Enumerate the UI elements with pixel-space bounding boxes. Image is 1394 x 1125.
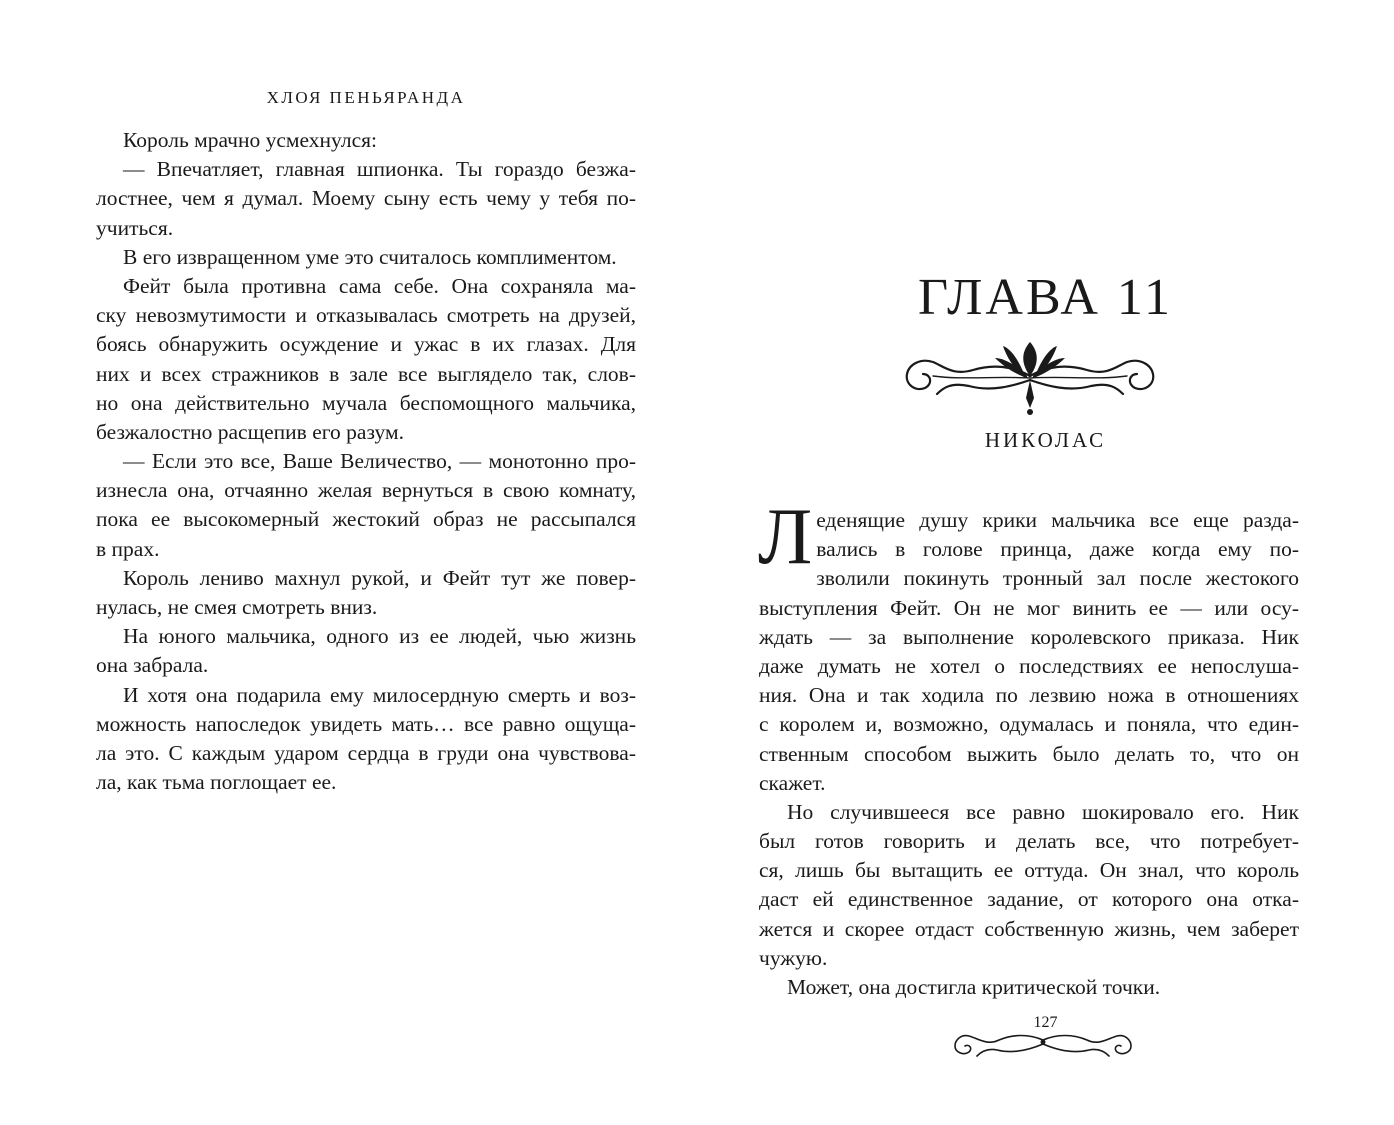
text-line: ния. Она и так ходила по лезвию ножа в отношениях [759, 683, 1299, 708]
text-line: ла это. С каждым ударом сердца в груди она чувствова- [96, 740, 636, 765]
chapter-subtitle: НИКОЛАС [984, 428, 1107, 452]
text-line: лостнее, чем я думал. Моему сыну есть чему у тебя по- [96, 186, 636, 211]
chapter-title: ГЛАВА 11 [917, 269, 1173, 326]
text-line: чужую. [759, 945, 828, 970]
text-line: ла, как тьма поглощает ее. [96, 770, 337, 795]
text-line: даст ей единственное задание, от которого она отка- [759, 887, 1299, 912]
text-line: даже думать не хотел о последствиях ее непослуша- [759, 653, 1299, 678]
text-line: жется и скорее отдаст собственную жизнь, чем заберет [759, 916, 1299, 941]
text-line: был готов говорить и делать все, что потребует- [759, 829, 1299, 854]
text-line: — Впечатляет, главная шпионка. Ты гораздо безжа- [123, 157, 636, 182]
text-line: выступления Фейт. Он не мог винить ее — или осу- [759, 595, 1299, 620]
text-line: ственным способом выжить было делать то, что он [759, 741, 1299, 766]
text-line: безжалостно расщепив его разум. [96, 419, 404, 444]
left-body-text [96, 126, 636, 797]
text-line: скажет. [759, 770, 826, 795]
page-number: 127 [1033, 1014, 1058, 1031]
text-line: боясь обнаружить осуждение и ужас в их глазах. Для [96, 332, 636, 357]
text-line: можность напоследок увидеть мать… все равно ощуща- [96, 711, 636, 736]
running-head: ХЛОЯ ПЕНЬЯРАНДА [266, 88, 466, 107]
right-page [697, 0, 1394, 1125]
right-body-text [758, 493, 1299, 1002]
text-line: еденящие душу крики мальчика все еще разда- [816, 508, 1299, 532]
text-line: но она действительно мучала беспомощного мальчика, [96, 390, 636, 415]
text-line: ся, лишь бы вытащить ее оттуда. Он знал, что король [759, 858, 1299, 883]
text-line: — Если это все, Ваше Величество, — монотонно про- [123, 449, 636, 474]
text-line: изнесла она, отчаянно желая вернуться в свою комнату, [96, 478, 636, 503]
text-line: вались в голове принца, даже когда ему по- [816, 537, 1299, 562]
text-line: пока ее высокомерный жестокий образ не рассыпался [96, 507, 636, 532]
text-line: нулась, не смея смотреть вниз. [96, 595, 378, 619]
flourish-ornament-icon [903, 336, 1157, 416]
page-number-flourish-icon [951, 1026, 1135, 1060]
text-line: учиться. [96, 215, 174, 240]
text-line: На юного мальчика, одного из ее людей, чью жизнь [123, 624, 636, 649]
text-line: в прах. [96, 536, 160, 561]
text-line: Но случившееся все равно шокировало его. Ник [787, 799, 1299, 824]
text-line: ждать — за выполнение королевского приказа. Ник [759, 624, 1299, 649]
text-line: И хотя она подарила ему милосердную смерть и воз- [123, 682, 636, 707]
text-line: зволили покинуть тронный зал после жестокого [816, 566, 1299, 591]
drop-cap: Л [758, 493, 813, 581]
text-line: В его извращенном уме это считалось комплиментом. [123, 244, 617, 269]
text-line: ску невозмутимости и отказывалась смотреть на друзей, [96, 303, 636, 328]
text-line: Фейт была противна сама себе. Она сохраняла ма- [123, 273, 636, 298]
text-line: Король мрачно усмехнулся: [123, 128, 377, 152]
text-line: Может, она достигла критической точки. [787, 975, 1161, 999]
text-line: Король лениво махнул рукой, и Фейт тут же повер- [123, 565, 636, 590]
text-line: она забрала. [96, 653, 209, 678]
text-line: них и всех стражников в зале все выглядело так, слов- [96, 361, 636, 386]
text-line: с королем и, возможно, одумалась и поняла, что един- [759, 712, 1299, 737]
